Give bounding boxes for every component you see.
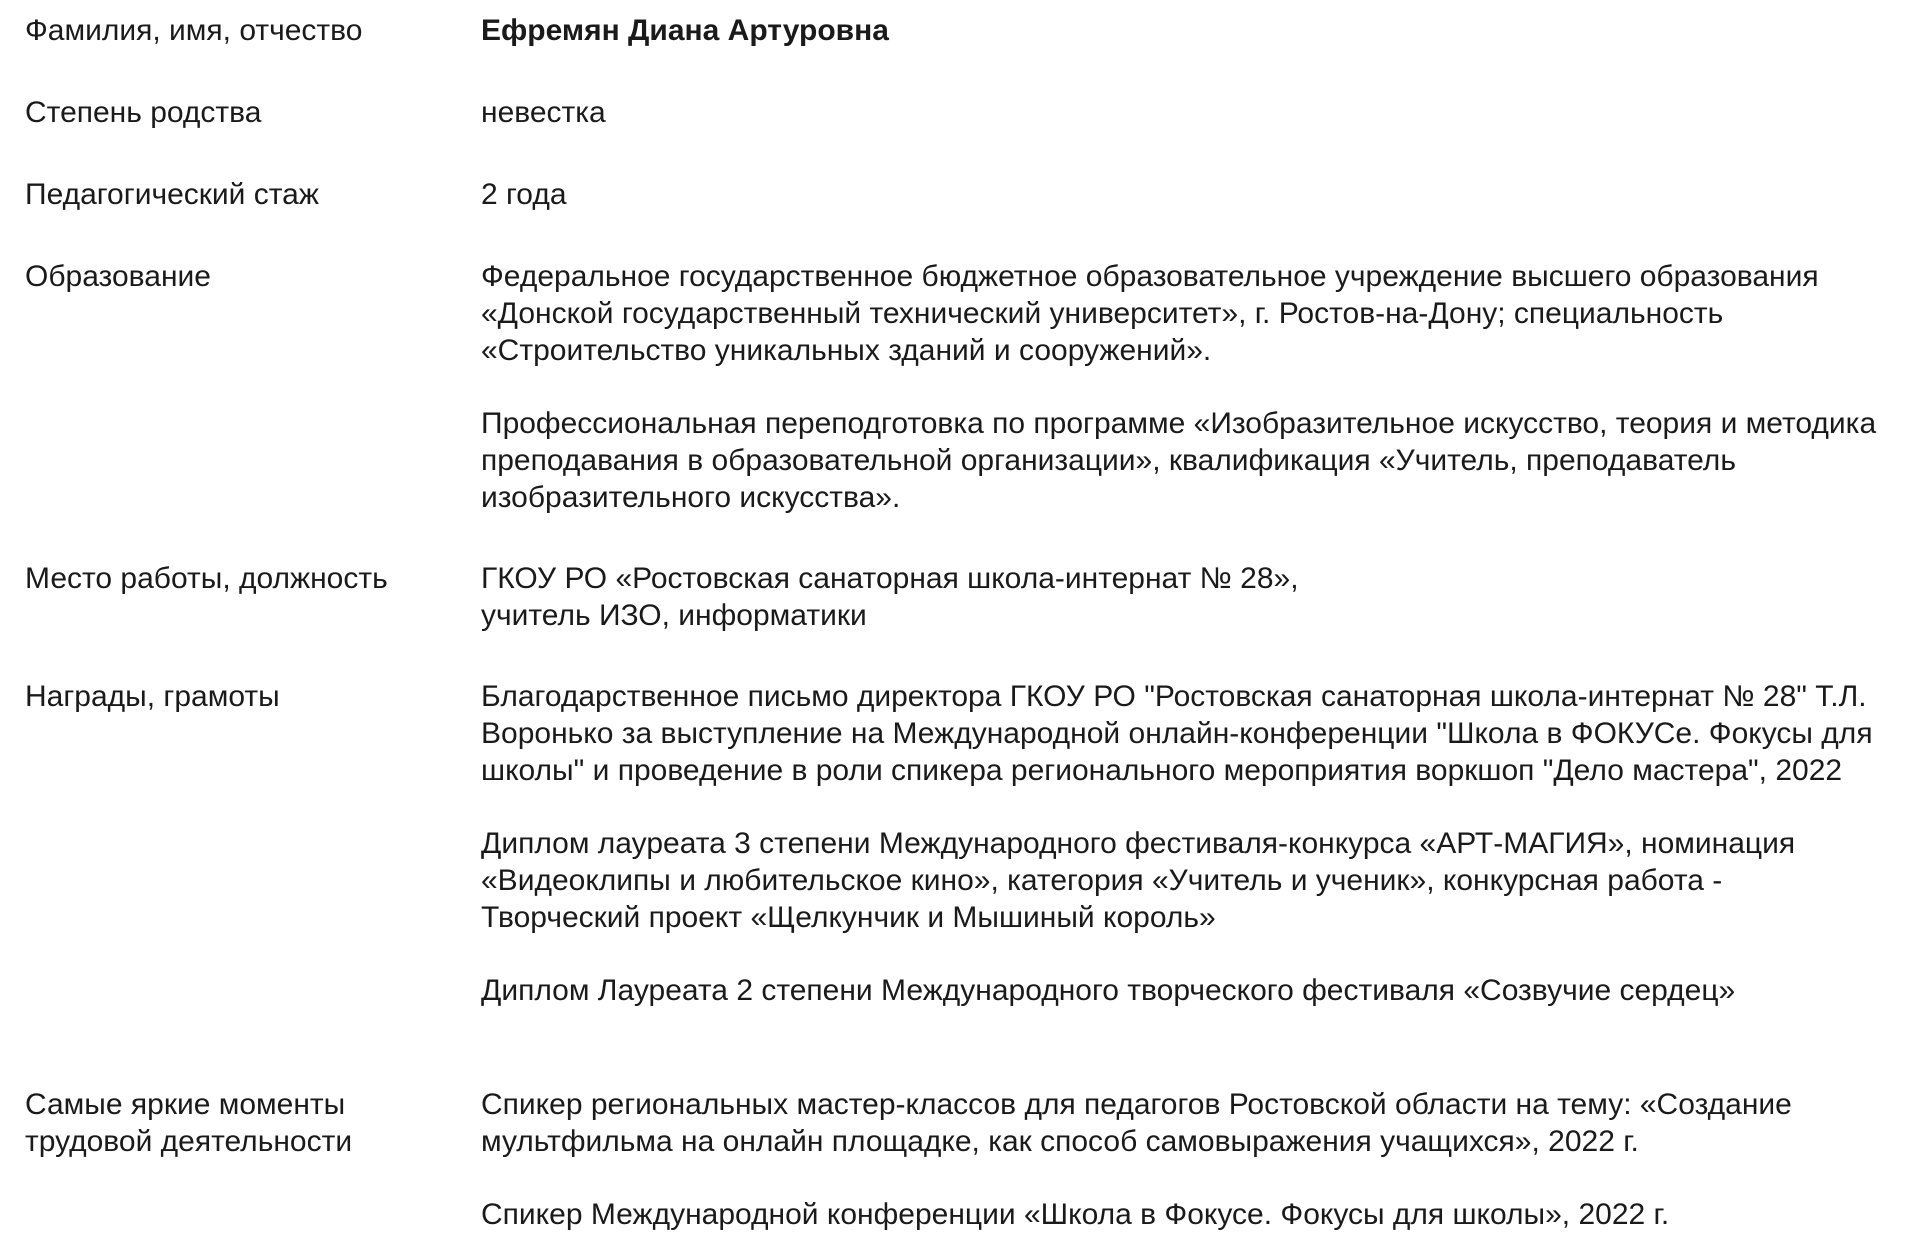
experience-value: 2 года xyxy=(481,178,567,211)
highlight-paragraph: Спикер Международной конференции «Школа в Фокусе. Фокусы для школы», 2022 г. xyxy=(481,1198,1670,1231)
workplace-line: ГКОУ РО «Ростовская санаторная школа-интернат № 28», xyxy=(481,562,1299,595)
education-paragraph: Профессиональная переподготовка по программе «Изобразительное искусство, теория и методика преподавания в образовательной организации», квалификация «Учитель, преподаватель изобразительного искусства». xyxy=(481,407,1877,514)
kinship-label: Степень родства xyxy=(25,96,262,129)
row-experience xyxy=(0,176,1912,258)
full-name-label: Фамилия, имя, отчество xyxy=(25,14,363,47)
row-kinship xyxy=(0,94,1912,176)
row-highlights xyxy=(0,1086,1912,1236)
experience-label: Педагогический стаж xyxy=(25,178,319,211)
awards-value xyxy=(481,678,1881,1009)
row-full-name xyxy=(0,12,1912,94)
highlights-label-line: трудовой деятельности xyxy=(25,1125,353,1158)
highlights-label xyxy=(0,1086,481,1160)
education-value xyxy=(481,258,1881,516)
education-paragraph: Федеральное государственное бюджетное образовательное учреждение высшего образования «Донской государственный технический университет», г. Ростов-на-Дону; специальность «Строительство уникальных зданий и сооружений». xyxy=(481,260,1819,367)
highlights-value xyxy=(481,1086,1881,1233)
row-awards xyxy=(0,678,1912,1086)
workplace-label: Место работы, должность xyxy=(25,562,388,595)
row-workplace xyxy=(0,560,1912,678)
highlights-label-line: Самые яркие моменты xyxy=(25,1088,346,1121)
award-paragraph: Благодарственное письмо директора ГКОУ РО "Ростовская санаторная школа-интернат № 28" Т.Л. Воронько за выступление на Международной онлайн-конференции "Школа в ФОКУСе. Фокусы для школы" и проведение в роли спикера регионального мероприятия воркшоп "Дело мастера", 2022 xyxy=(481,680,1873,787)
kinship-value: невестка xyxy=(481,96,606,129)
award-paragraph: Диплом Лауреата 2 степени Международного творческого фестиваля «Созвучие сердец» xyxy=(481,974,1736,1007)
workplace-value xyxy=(481,560,1881,634)
row-education xyxy=(0,258,1912,560)
highlight-paragraph: Спикер региональных мастер-классов для педагогов Ростовской области на тему: «Создание мультфильма на онлайн площадке, как способ самовыражения учащихся», 2022 г. xyxy=(481,1088,1792,1158)
full-name-value: Ефремян Диана Артуровна xyxy=(481,14,889,47)
award-paragraph: Диплом лауреата 3 степени Международного фестиваля-конкурса «АРТ-МАГИЯ», номинация «Видеоклипы и любительское кино», категория «Учитель и ученик», конкурсная работа - Творческий проект «Щелкунчик и Мышиный король» xyxy=(481,827,1796,934)
education-label: Образование xyxy=(25,260,211,293)
workplace-line: учитель ИЗО, информатики xyxy=(481,599,867,632)
awards-label: Награды, грамоты xyxy=(25,680,280,713)
